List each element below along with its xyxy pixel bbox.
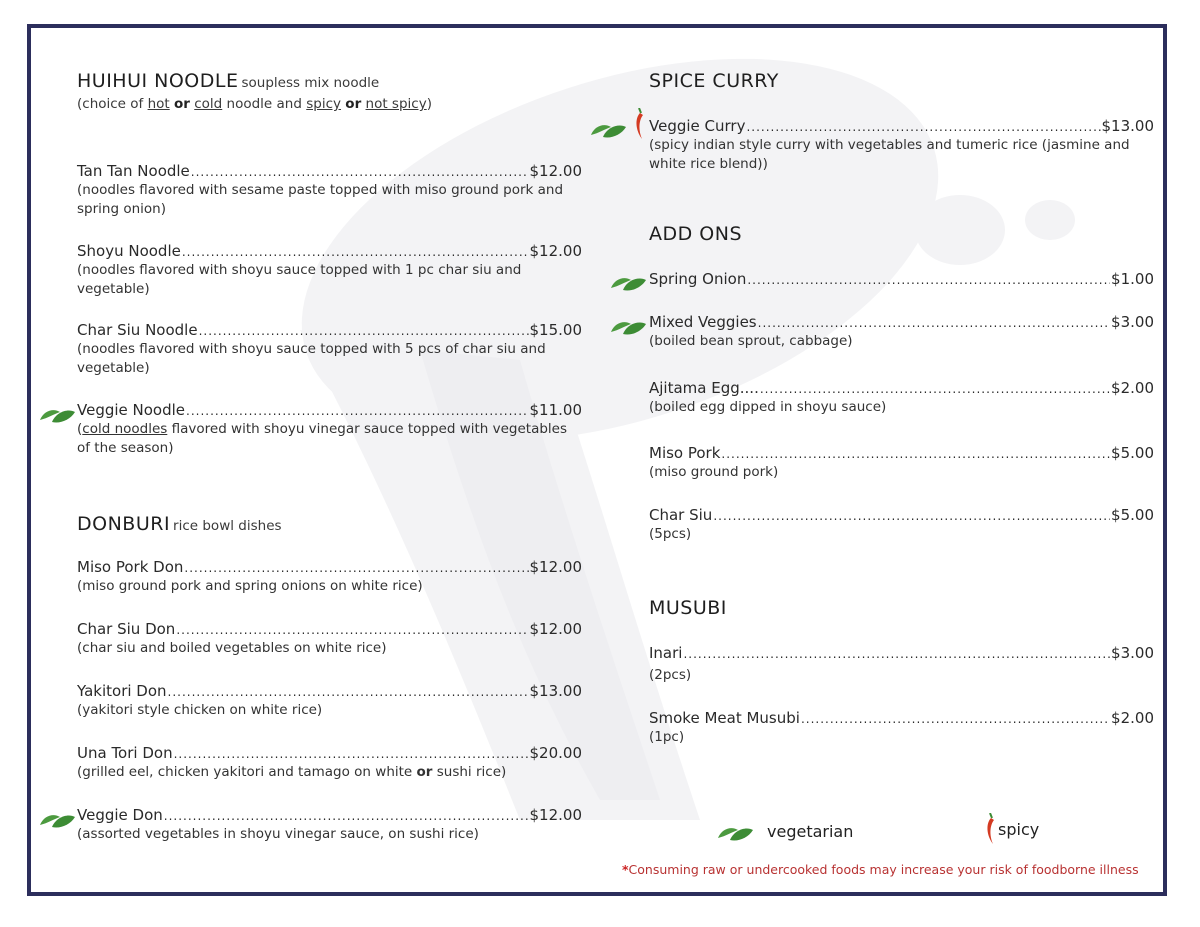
item-price: $12.00 [529, 558, 582, 576]
item-name: Miso Pork [649, 444, 721, 462]
add-ons-title: ADD ONS [649, 223, 743, 245]
menu-item-veggie-don [77, 806, 582, 844]
menu-item-smoke-meat-musubi [649, 709, 1154, 747]
item-name: Mixed Veggies [649, 313, 757, 331]
item-description: (char siu and boiled vegetables on white rice) [77, 640, 387, 656]
leader-dots [713, 509, 1110, 523]
menu-item-veggie-noodle [77, 401, 582, 458]
leader-dots [182, 245, 529, 259]
section-title [77, 70, 582, 92]
leader-dots [747, 273, 1110, 287]
menu-item-yakitori-don [77, 682, 582, 720]
item-description: (noodles flavored with sesame paste topped with miso ground pork and spring onion) [77, 182, 564, 217]
choice-or-2: or [345, 96, 362, 112]
item-description: (miso ground pork) [649, 464, 779, 480]
item-name: Inari [649, 644, 683, 662]
choice-mid: noodle and [222, 96, 307, 112]
menu-item-miso-pork [649, 444, 1154, 482]
menu-item-shoyu-noodle [77, 242, 582, 299]
item-price: $11.00 [529, 401, 582, 419]
menu-item-char-siu-noodle [77, 321, 582, 378]
item-description: (noodles flavored with shoyu sauce topped with 5 pcs of char siu and vegetable) [77, 341, 546, 376]
item-name: Veggie Don [77, 806, 163, 824]
choice-close: ) [426, 96, 432, 112]
spicy-chili-icon [632, 108, 646, 140]
left-column [77, 70, 582, 850]
item-price: $13.00 [1101, 117, 1154, 135]
item-description: (spicy indian style curry with vegetables and tumeric rice (jasmine and white rice blend)) [649, 137, 1130, 172]
vegetarian-leaf-icon [38, 406, 76, 426]
menu-item-inari [649, 644, 1154, 685]
leader-dots [168, 685, 529, 699]
item-price: $1.00 [1111, 270, 1154, 288]
huihui-title: HUIHUI NOODLE [77, 70, 239, 92]
leader-dots [164, 809, 529, 823]
menu-item-mixed-veggies [649, 313, 1154, 351]
foodborne-illness-notice [622, 862, 1139, 877]
item-price: $12.00 [529, 620, 582, 638]
item-price: $5.00 [1111, 444, 1154, 462]
section-spice-curry [649, 70, 1154, 92]
item-description: (2pcs) [649, 667, 692, 683]
item-description: (miso ground pork and spring onions on white rice) [77, 578, 423, 594]
legend-spicy-label: spicy [998, 820, 1040, 839]
huihui-subtitle: soupless mix noodle [241, 75, 380, 91]
item-name: Miso Pork Don [77, 558, 184, 576]
menu-item-una-tori-don [77, 744, 582, 782]
menu-item-char-siu [649, 506, 1154, 544]
donburi-title: DONBURI [77, 513, 171, 535]
leader-dots [746, 120, 1100, 134]
choice-spicy: spicy [306, 96, 341, 112]
item-description: (yakitori style chicken on white rice) [77, 702, 323, 718]
leader-dots [184, 561, 528, 575]
noodle-choice-note [77, 96, 582, 112]
choice-not-spicy: not spicy [365, 96, 427, 112]
item-price: $15.00 [529, 321, 582, 339]
item-price: $5.00 [1111, 506, 1154, 524]
legend-vegetarian-label: vegetarian [767, 822, 854, 841]
choice-open: (choice of [77, 96, 148, 112]
item-name: Spring Onion [649, 270, 747, 288]
donburi-subtitle: rice bowl dishes [173, 518, 282, 534]
menu-item-tan-tan-noodle [77, 162, 582, 219]
choice-or-1: or [174, 96, 190, 112]
item-price: $3.00 [1111, 313, 1154, 331]
menu-item-spring-onion [649, 270, 1154, 288]
item-description: (boiled bean sprout, cabbage) [649, 333, 853, 349]
desc-part-c: sushi rice) [432, 764, 507, 780]
desc-rest: flavored with shoyu vinegar sauce topped with vegetables of the season) [77, 421, 568, 456]
musubi-title: MUSUBI [649, 597, 727, 619]
item-description: (assorted vegetables in shoyu vinegar sauce, on sushi rice) [77, 826, 479, 842]
item-name: Char Siu [649, 506, 713, 524]
item-price: $2.00 [1111, 379, 1154, 397]
menu-item-char-siu-don [77, 620, 582, 658]
item-name: Veggie Curry [649, 117, 746, 135]
leader-dots [199, 324, 529, 338]
item-name: Shoyu Noodle [77, 242, 181, 260]
leader-dots [176, 623, 528, 637]
item-price: $2.00 [1111, 709, 1154, 727]
vegetarian-leaf-icon [609, 274, 647, 294]
item-description: (1pc) [649, 729, 685, 745]
item-description [77, 763, 582, 782]
item-description [77, 420, 582, 458]
notice-asterisk: * [622, 862, 629, 877]
section-huihui-noodle [77, 70, 582, 112]
vegetarian-leaf-icon [609, 318, 647, 338]
item-price: $13.00 [529, 682, 582, 700]
item-name: Yakitori Don [77, 682, 167, 700]
leader-dots [758, 316, 1110, 330]
desc-or: or [416, 764, 433, 780]
vegetarian-leaf-icon [716, 824, 754, 844]
leader-dots [801, 712, 1110, 726]
item-name: Char Siu Don [77, 620, 176, 638]
leader-dots [186, 404, 528, 418]
desc-part-a: (grilled eel, chicken yakitori and tamago on white [77, 764, 417, 780]
item-description: (noodles flavored with shoyu sauce topped with 1 pc char siu and vegetable) [77, 262, 522, 297]
item-price: $3.00 [1111, 644, 1154, 662]
menu-item-veggie-curry [649, 117, 1154, 174]
item-name: Char Siu Noodle [77, 321, 198, 339]
item-description: (boiled egg dipped in shoyu sauce) [649, 399, 887, 415]
choice-cold: cold [194, 96, 223, 112]
menu-item-ajitama-egg [649, 379, 1154, 417]
notice-text: Consuming raw or undercooked foods may increase your risk of foodborne illness [628, 862, 1139, 877]
choice-hot: hot [147, 96, 170, 112]
section-title [77, 513, 582, 535]
item-description: (5pcs) [649, 526, 692, 542]
item-price: $12.00 [529, 806, 582, 824]
spicy-chili-icon [983, 813, 997, 845]
section-donburi [77, 513, 582, 535]
item-price: $12.00 [529, 162, 582, 180]
section-add-ons [649, 223, 1154, 245]
desc-cold-noodles: cold noodles [82, 421, 168, 437]
desc-open: ( [77, 421, 83, 437]
item-name: Tan Tan Noodle [77, 162, 190, 180]
leader-dots [191, 165, 529, 179]
leader-dots [760, 382, 1110, 396]
menu-item-miso-pork-don [77, 558, 582, 596]
item-name: Veggie Noodle [77, 401, 186, 419]
right-column [649, 70, 1154, 770]
section-musubi [649, 597, 1154, 619]
vegetarian-leaf-icon [589, 121, 627, 141]
spice-curry-title: SPICE CURRY [649, 70, 779, 92]
leader-dots [174, 747, 529, 761]
vegetarian-leaf-icon [38, 811, 76, 831]
item-price: $20.00 [529, 744, 582, 762]
item-name: Smoke Meat Musubi [649, 709, 800, 727]
item-name: Ajitama Egg.... [649, 379, 759, 397]
leader-dots [683, 647, 1110, 661]
leader-dots [721, 447, 1110, 461]
item-price: $12.00 [529, 242, 582, 260]
item-name: Una Tori Don [77, 744, 173, 762]
